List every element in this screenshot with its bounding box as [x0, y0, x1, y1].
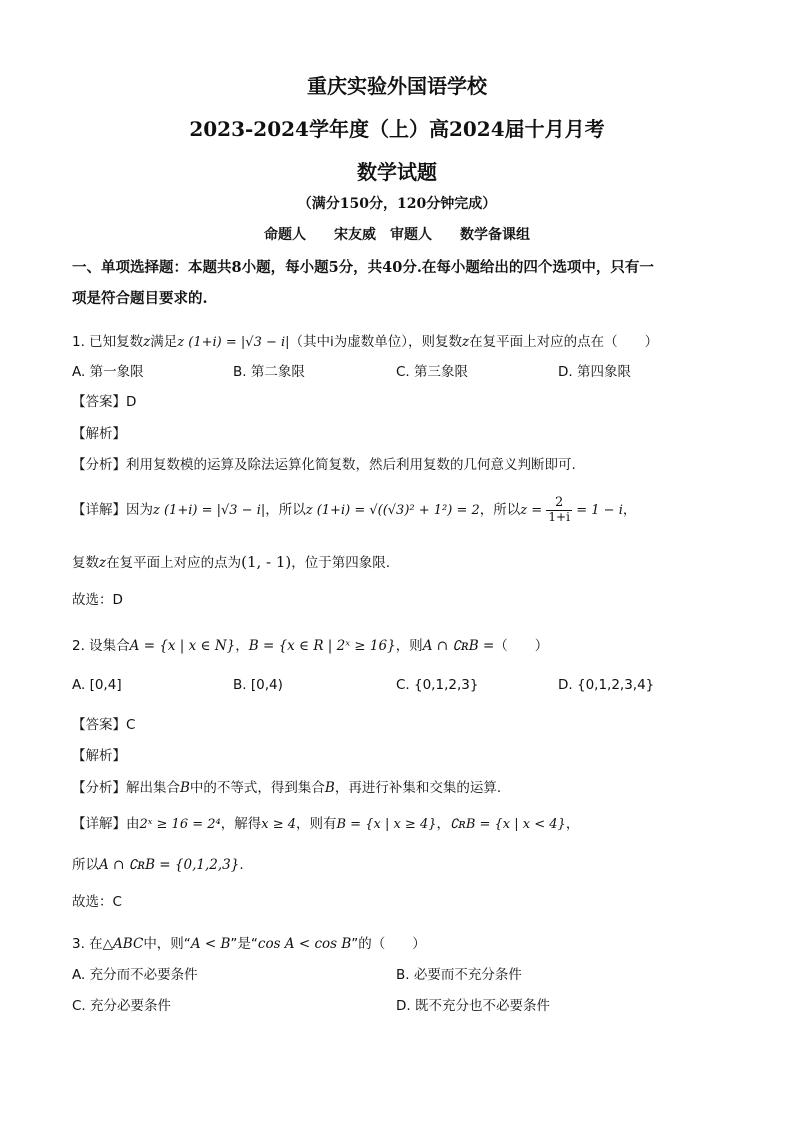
- q3-triangle: △ABC: [102, 936, 144, 952]
- q2-detail-d: ，: [436, 816, 450, 832]
- school-title: 重庆实验外国语学校: [307, 74, 487, 98]
- q1-fraction: [546, 496, 572, 523]
- q1-tail: 在复平面上对应的点在（ ）: [469, 334, 659, 350]
- exam-title: 2023-2024学年度（上）高2024届十月月考: [189, 117, 605, 141]
- q2-detail: [72, 812, 579, 832]
- q1-fraction-num: 2: [546, 496, 572, 511]
- q2-fenxi-var-2: B: [324, 780, 335, 796]
- q2-result: [72, 853, 244, 873]
- q1-detail-eq3-left: z =: [520, 503, 543, 518]
- q1-detail-b: ，所以: [265, 502, 306, 518]
- q3-mid2: ”是“: [230, 936, 258, 952]
- q3-prefix: 3. 在: [72, 936, 103, 952]
- q1-point-var: z: [99, 555, 107, 571]
- author-line: 命题人 宋友威 审题人 数学备课组: [264, 227, 530, 243]
- q3-tail: ”的（ ）: [351, 936, 426, 952]
- q2-result-b: .: [239, 857, 244, 873]
- q2-result-a: 所以: [72, 857, 99, 873]
- q2-detail-tag: 【详解】: [72, 816, 126, 832]
- q1-point-line: [72, 551, 390, 571]
- q2-answer-value: C: [126, 717, 136, 733]
- q1-fenxi: [72, 453, 576, 473]
- q1-note: （其中i为虚数单位），则复数: [289, 334, 463, 350]
- q2-detail-c: ，则有: [296, 816, 337, 832]
- q1-detail-eq1: z (1+i) = |√3 − i|: [153, 503, 266, 518]
- q2-detail-eq4: ∁ʀB = {x | x < 4}: [450, 817, 566, 832]
- q1-satisfy: 满足: [150, 334, 178, 350]
- q2-detail-e: ，: [565, 816, 580, 832]
- q2-answer-tag: 【答案】: [72, 717, 126, 733]
- q1-option-c: C. 第三象限: [396, 364, 469, 380]
- q2-fenxi-var: B: [180, 780, 190, 796]
- q2-option-c: C. {0,1,2,3}: [396, 677, 479, 693]
- q3-mid: 中，则“: [143, 936, 191, 952]
- q2-choose: 故选：C: [72, 894, 122, 910]
- q2-then: ，则: [395, 638, 423, 654]
- q1-point-b: 在复平面上对应的点为: [106, 555, 242, 571]
- q3-option-b: B. 必要而不充分条件: [396, 967, 522, 983]
- q1-equation: z (1+i) = |√3 − i|: [177, 335, 290, 350]
- q2-fenxi-c: ，再进行补集和交集的运算.: [334, 780, 502, 796]
- q1-stem: [72, 330, 658, 350]
- q2-detail-eq1: 2ˣ ≥ 16 = 2⁴: [139, 817, 221, 832]
- q2-detail-eq2: x ≥ 4: [261, 817, 296, 832]
- q3-cond2: cos A < cos B: [257, 936, 352, 952]
- q2-prefix: 2. 设集合: [72, 638, 130, 654]
- section-heading-line1: 一、单项选择题：本题共8小题，每小题5分，共40分.在每小题给出的四个选项中，只有一: [72, 259, 654, 276]
- q1-detail-eq3-right: = 1 − i: [576, 503, 623, 518]
- q1-prefix: 1. 已知复数: [72, 334, 144, 350]
- q1-detail-eq2: z (1+i) = √((√3)² + 1²) = 2: [305, 503, 480, 518]
- q3-option-d: D. 既不充分也不必要条件: [396, 998, 550, 1014]
- q1-answer-tag: 【答案】: [72, 394, 126, 410]
- q1-point-c: ，位于第四象限.: [291, 555, 391, 571]
- q2-option-b: B. [0,4): [233, 677, 283, 693]
- q1-option-b: B. 第二象限: [233, 364, 305, 380]
- q2-detail-b: ，解得: [220, 816, 262, 832]
- q1-fraction-den: 1+i: [548, 510, 570, 525]
- q1-detail-d: ，: [622, 502, 637, 518]
- q2-tail: （ ）: [494, 638, 549, 654]
- q2-detail-eq3: B = {x | x ≥ 4}: [336, 817, 437, 832]
- q1-option-d: D. 第四象限: [558, 364, 631, 380]
- q3-option-a: A. 充分而不必要条件: [72, 967, 198, 983]
- q2-setA: A = {x | x ∈ N}: [129, 638, 236, 654]
- q1-var-2: z: [462, 334, 470, 350]
- q1-choose: 故选：D: [72, 592, 123, 608]
- q1-analysis-tag: 【解析】: [72, 426, 126, 442]
- q2-fenxi-tag: 【分析】: [72, 780, 126, 796]
- q1-answer-value: D: [126, 394, 137, 410]
- q1-fenxi-text: 利用复数模的运算及除法运算化简复数，然后利用复数的几何意义判断即可.: [126, 457, 576, 473]
- q2-stem: [72, 634, 548, 654]
- q1-option-a: A. 第一象限: [72, 364, 144, 380]
- q1-answer: [72, 390, 136, 410]
- q2-option-a: A. [0,4]: [72, 677, 122, 693]
- q1-detail: [72, 492, 636, 529]
- q3-stem: [72, 932, 426, 952]
- q2-setB: B = {x ∈ R | 2ˣ ≥ 16}: [248, 638, 396, 654]
- q1-detail-c: ，所以: [479, 502, 521, 518]
- q2-analysis-tag: 【解析】: [72, 748, 126, 764]
- q2-answer: [72, 713, 135, 733]
- q2-option-d: D. {0,1,2,3,4}: [558, 677, 655, 693]
- q3-option-c: C. 充分必要条件: [72, 998, 172, 1014]
- q2-fenxi-a: 解出集合: [126, 780, 180, 796]
- q2-fenxi: [72, 776, 501, 796]
- q2-expr: A ∩ ∁ʀB =: [422, 638, 495, 654]
- section-heading-line2: 项是符合题目要求的.: [72, 290, 208, 307]
- q1-fenxi-tag: 【分析】: [72, 457, 126, 473]
- q2-detail-a: 由: [126, 816, 140, 832]
- q2-result-eq: A ∩ ∁ʀB = {0,1,2,3}: [99, 857, 240, 873]
- q1-point-a: 复数: [72, 555, 99, 571]
- score-info: （满分150分，120分钟完成）: [297, 196, 497, 212]
- q2-fenxi-b: 中的不等式，得到集合: [189, 780, 325, 796]
- q1-detail-tag: 【详解】: [72, 502, 126, 518]
- q1-var: z: [143, 334, 151, 350]
- q2-sep: ，: [235, 638, 249, 654]
- q1-point: (1, - 1): [241, 553, 292, 571]
- q3-cond1: A < B: [190, 936, 231, 952]
- subject-title: 数学试题: [357, 160, 437, 184]
- q1-detail-a: 因为: [126, 502, 153, 518]
